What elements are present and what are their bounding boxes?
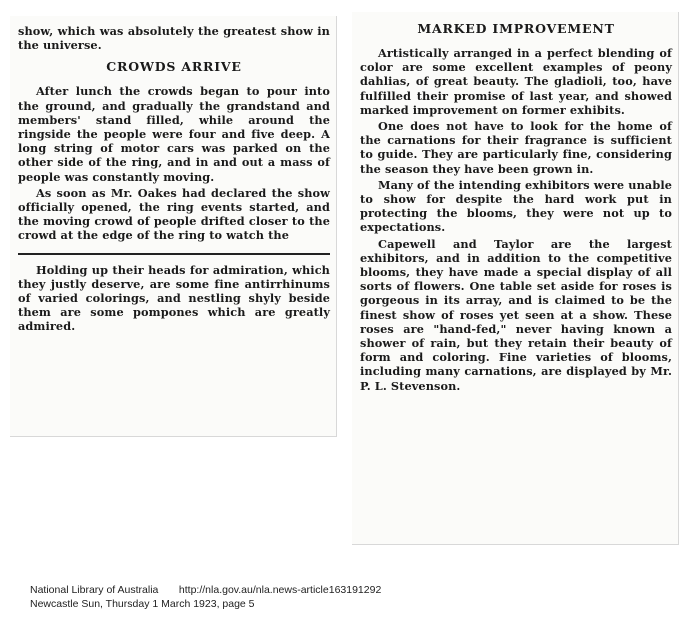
paragraph-mr-oakes: As soon as Mr. Oakes had declared the show officially opened, the ring events started, and the moving crowd of people drifted closer to the crowd at the edge of the ring to watch the bbox=[18, 185, 330, 243]
intro-text: show, which was absolutely the greatest show in the universe. bbox=[18, 24, 330, 53]
article-clipping-left bbox=[10, 16, 337, 437]
paragraph-carnations: One does not have to look for the home of the carnations for their fragrance is sufficient to guide. They are particularly fine, considering the season they have been grown in. bbox=[360, 119, 672, 176]
heading-crowds-arrive: CROWDS ARRIVE bbox=[106, 59, 242, 75]
paragraph-after-lunch: After lunch the crowds began to pour into the ground, and gradually the grandstand and members' stand filled, while around the ringside the people were four and five deep. A long string of motor cars was parked on the other side of the ring, and in and out a mass of people was constantly moving. bbox=[18, 84, 330, 184]
paragraph-holding-up: Holding up their heads for admiration, which they justly deserve, are some fine antirrhinums of varied colorings, and nestling shyly beside them are some pompones which are greatly admired. bbox=[18, 262, 330, 334]
column-divider bbox=[18, 253, 330, 255]
left-column bbox=[18, 24, 330, 336]
footer-library: National Library of Australia bbox=[30, 584, 159, 596]
heading-marked-improvement: MARKED IMPROVEMENT bbox=[417, 21, 615, 36]
paragraph-capewell-taylor: Capewell and Taylor are the largest exhibitors, and in addition to the competitive blooms, they have made a special display of all sorts of flowers. One table set aside for roses is gorgeous in its array, and is claimed to be the finest show of roses yet seen at a show. These roses are "hand-fed," never having known a shower of rain, but they retain their beauty of form and coloring. Fine varieties of blooms, including many carnations, are displayed by Mr. P. L. Stevenson. bbox=[360, 236, 672, 393]
right-column bbox=[360, 20, 672, 395]
citation-footer bbox=[30, 583, 381, 611]
footer-citation: Newcastle Sun, Thursday 1 March 1923, page 5 bbox=[30, 598, 255, 610]
paragraph-artistically: Artistically arranged in a perfect blending of color are some excellent examples of peony dahlias, of great beauty. The gladioli, too, have fulfilled their promise of last year, and showed marked improvement on former exhibits. bbox=[360, 46, 672, 117]
article-clipping-right bbox=[352, 12, 679, 545]
footer-url[interactable]: http://nla.gov.au/nla.news-article163191292 bbox=[178, 584, 382, 596]
paragraph-exhibitors: Many of the intending exhibitors were unable to show for despite the hard work put in protecting the blooms, they were not up to expectations. bbox=[360, 177, 672, 235]
